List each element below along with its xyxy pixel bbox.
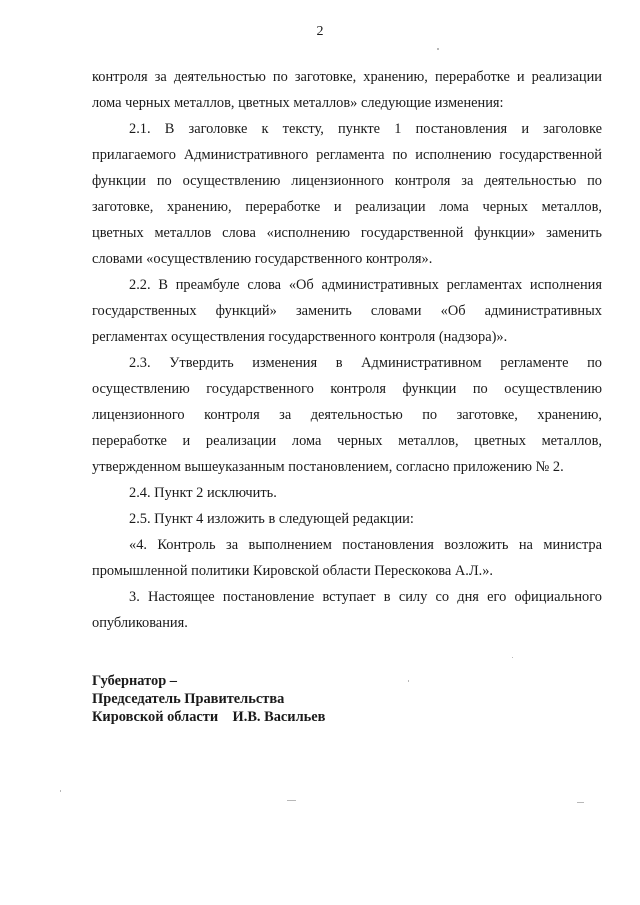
body-line: опубликования.: [92, 615, 188, 631]
document-body: [92, 64, 602, 636]
body-line: осуществлению государственного контроля функции по осуществлению: [92, 381, 602, 397]
body-line: функции по осуществлению лицензионного контроля за деятельностью по: [92, 173, 602, 189]
body-line: утвержденном вышеуказанным постановлением, согласно приложению № 2.: [92, 459, 564, 475]
scan-speck: [60, 790, 61, 792]
signature-title: Губернатор –: [92, 673, 177, 689]
body-line: прилагаемого Административного регламента по исполнению государственной: [92, 147, 602, 163]
paragraph-2-5: 2.5. Пункт 4 изложить в следующей редакции:: [129, 511, 414, 527]
paragraph-2-3-start: 2.3. Утвердить изменения в Административном регламенте по: [129, 355, 602, 371]
body-line: промышленной политики Кировской области Перескокова А.Л.».: [92, 563, 494, 579]
scan-speck: [512, 657, 513, 658]
scan-speck: [287, 800, 296, 801]
signature-name: Кировской области И.В. Васильев: [92, 709, 326, 725]
page-number: 2: [316, 24, 324, 39]
signature-position: Председатель Правительства: [92, 691, 285, 707]
body-line: лицензионного контроля за деятельностью по заготовке, хранению,: [92, 407, 602, 423]
body-line: заготовке, хранению, переработке и реализации лома черных металлов,: [92, 199, 602, 215]
body-line: словами «осуществлению государственного контроля».: [92, 251, 433, 267]
body-line: государственных функций» заменить словами «Об административных: [92, 303, 602, 319]
body-line: цветных металлов слова «исполнению государственной функции» заменить: [92, 225, 602, 241]
scan-speck: [408, 680, 409, 682]
paragraph-2-1-start: 2.1. В заголовке к тексту, пункте 1 постановления и заголовке: [129, 121, 602, 137]
paragraph-3-start: 3. Настоящее постановление вступает в силу со дня его официального: [129, 589, 602, 605]
body-line: переработке и реализации лома черных металлов, цветных металлов,: [92, 433, 602, 449]
scan-speck: [437, 48, 439, 50]
paragraph-2-4: 2.4. Пункт 2 исключить.: [129, 485, 277, 501]
paragraph-quote-start: «4. Контроль за выполнением постановления возложить на министра: [129, 537, 602, 553]
paragraph-2-2-start: 2.2. В преамбуле слова «Об административных регламентах исполнения: [129, 277, 602, 293]
body-line: лома черных металлов, цветных металлов» следующие изменения:: [92, 95, 504, 111]
scan-speck: [577, 802, 584, 803]
body-line: контроля за деятельностью по заготовке, хранению, переработке и реализации: [92, 69, 602, 85]
body-line: регламентах осуществления государственного контроля (надзора)».: [92, 329, 508, 345]
signature-block: [92, 672, 325, 726]
